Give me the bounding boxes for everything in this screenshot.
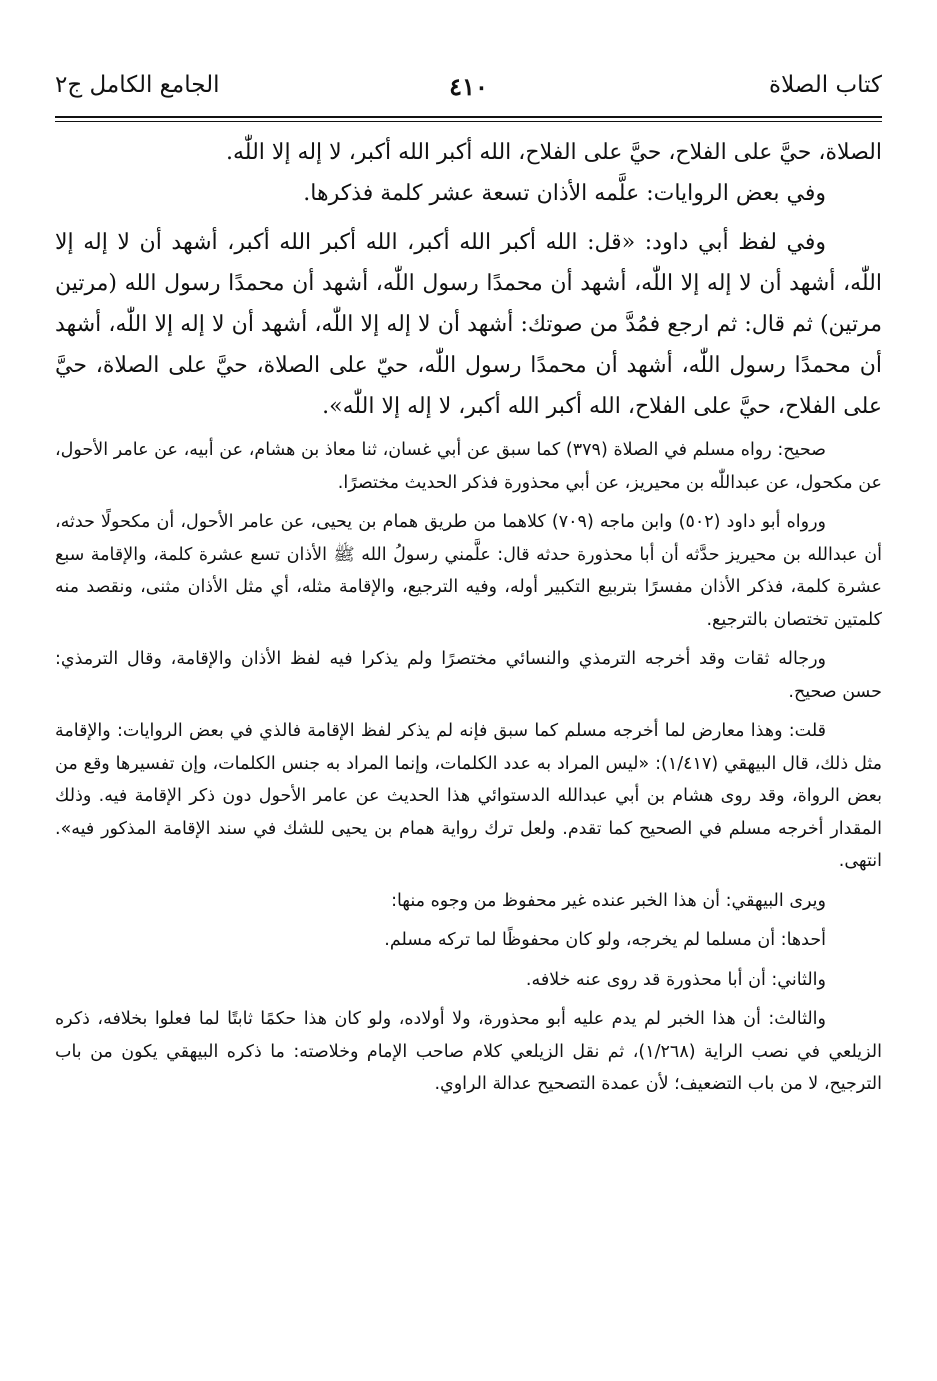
commentary-paragraph: ورجاله ثقات وقد أخرجه الترمذي والنسائي مختصرًا ولم يذكرا فيه لفظ الأذان والإقامة، وقال الترمذي: حسن صحيح. [55,649,882,702]
commentary-paragraph: ويرى البيهقي: أن هذا الخبر عنده غير محفوظ من وجوه منها: [391,890,826,911]
chapter-title: كتاب الصلاة [769,72,882,98]
commentary-paragraph: ورواه أبو داود (٥٠٢) وابن ماجه (٧٠٩) كلاهما من طريق همام بن يحيى، عن عامر الأحول، أن مكحولًا حدثه، أن عبدالله بن محيريز حدَّثه أن أبا محذورة حدثه قال: علَّمني رسولُ الله ﷺ الأذان تسع عشرة كلمة، والإقامة سبع عشرة كلمة، فذكر الأذان مفسرًا بتربيع التكبير أوله، وفيه الترجيع، والإقامة مثله، أي مثل الأذان مثنى، ونقصد منه كلمتين تختصان بالترجيع. [55,512,882,630]
page-number: ٤١٠ [449,72,488,101]
page-header [55,66,882,110]
commentary-paragraph: قلت: وهذا معارض لما أخرجه مسلم كما سبق فإنه لم يذكر لفظ الإقامة فالذي في بعض الروايات: والإقامة مثل ذلك، قال البيهقي (١/٤١٧): «ليس المراد به عدد الكلمات، وإنما المراد به جنس الكلمات، وإن تفسيرها وقع من بعض الرواة، وقد روى هشام بن أبي عبدالله الدستوائي هذا الحديث عن عامر الأحول دون ذكر الإقامة فيه. وذلك المقدار أخرجه مسلم في الصحيح كما تقدم. ولعل ترك رواية همام بن يحيى للشك في سند الإقامة المذكور فيه». انتهى. [55,721,882,871]
header-rule-thin [55,121,882,122]
commentary-paragraph: والثالث: أن هذا الخبر لم يدم عليه أبو محذورة، ولا أولاده، ولو كان هذا حكمًا ثابتًا لما فعلوا بخلافه، ذكره الزيلعي في نصب الراية (١/٢٦٨)، ثم نقل الزيلعي كلام صاحب الإمام وخلاصته: ما ذكره البيهقي يكون من باب الترجيح، لا من باب التضعيف؛ لأن عمدة التصحيح عدالة الراوي. [55,1009,882,1094]
header-rule-thick [55,116,882,118]
hadith-text-continuation: الصلاة، حيَّ على الفلاح، حيَّ على الفلاح، الله أكبر الله أكبر، لا إله إلا اللّٰه. [226,140,882,165]
page-body [55,132,882,1101]
hadith-variant-note: وفي بعض الروايات: علَّمه الأذان تسعة عشر كلمة فذكرها. [303,181,826,206]
book-title: الجامع الكامل ج٢ [55,72,220,98]
commentary-paragraph: أحدها: أن مسلما لم يخرجه، ولو كان محفوظًا لما تركه مسلم. [384,930,826,950]
commentary-paragraph: صحيح: رواه مسلم في الصلاة (٣٧٩) كما سبق عن أبي غسان، ثنا معاذ بن هشام، عن أبيه، عن عامر الأحول، عن مكحول، عن عبداللّٰه بن محيريز، عن أبي محذورة فذكر الحديث مختصرًا. [55,440,882,493]
commentary-paragraph: والثاني: أن أبا محذورة قد روى عنه خلافه. [525,969,826,990]
hadith-abu-dawud-wording: وفي لفظ أبي داود: «قل: الله أكبر الله أكبر، الله أكبر الله أكبر، أشهد أن لا إله إلا اللّٰه، أشهد أن لا إله إلا اللّٰه، أشهد أن محمدًا رسول اللّٰه، أشهد أن محمدًا رسول الله (مرتين مرتين) ثم قال: ثم ارجع فمُدَّ من صوتك: أشهد أن لا إله إلا اللّٰه، أشهد أن لا إله إلا اللّٰه، أشهد أن محمدًا رسول اللّٰه، أشهد أن محمدًا رسول اللّٰه، حيّ على الصلاة، حيَّ على الصلاة، حيَّ على الفلاح، حيَّ على الفلاح، الله أكبر الله أكبر، لا إله إلا اللّٰه». [55,230,882,419]
